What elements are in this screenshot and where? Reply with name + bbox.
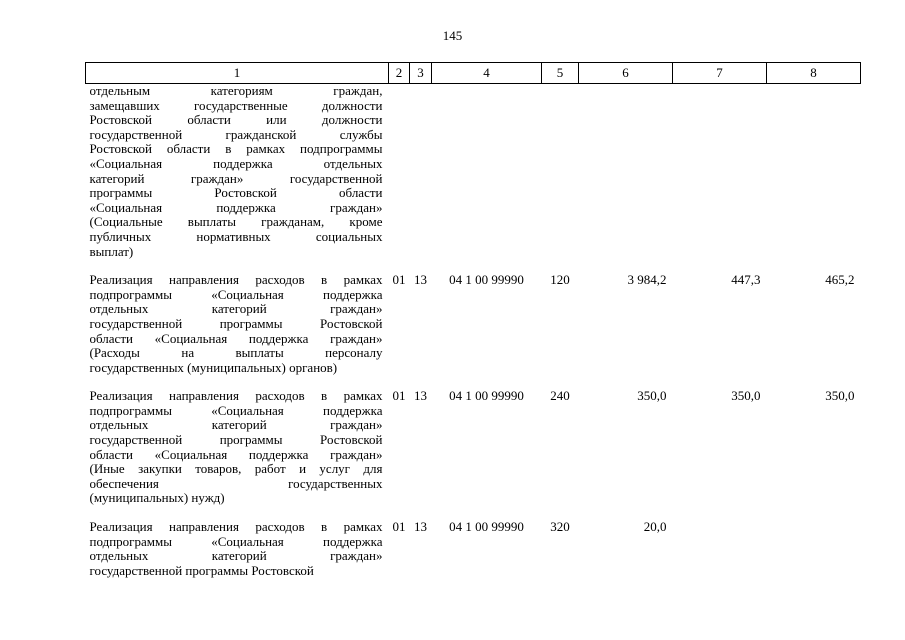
amount-year1-cell: 3 984,2 [627,272,667,288]
expense-name-cell [86,375,389,506]
column-header: 4 [432,63,542,84]
expense-name-line: обеспечения государственных [89,475,383,491]
expense-name-cell [86,259,389,375]
amount-year3-cell: 465,2 [825,272,855,288]
expense-name-line: (Расходы на выплаты персоналу [89,345,383,361]
expense-name-line: отдельным категориям граждан, [89,83,383,98]
expense-name-line: Реализация направления расходов в рамках [89,519,383,535]
expense-name-line: Реализация направления расходов в рамках [89,272,383,288]
expense-name-cell [86,84,389,260]
expense-name-line: «Социальная поддержка граждан» [89,199,383,215]
expense-name-line: Реализация направления расходов в рамках [89,388,383,404]
section-code-cell: 01 [392,272,406,288]
amount-year2-cell: 350,0 [731,388,761,404]
target-article-cell: 04 1 00 99990 [449,272,524,288]
target-article-cell [432,84,542,260]
expense-name-line: замещавших государственные должности [89,97,383,113]
table-header [86,63,861,84]
column-header: 8 [767,63,861,84]
expense-name-line: «Социальная поддержка отдельных [89,155,383,171]
expense-type-cell: 120 [550,272,570,288]
expense-name-line: (Иные закупки товаров, работ и услуг для [89,461,383,477]
expense-type-cell: 320 [550,519,570,535]
amount-year1-cell: 20,0 [643,519,667,535]
expense-name-line: государственной программы Ростовской [89,315,383,331]
column-header: 1 [86,63,389,84]
table-row [86,506,861,578]
table-row [86,259,861,375]
target-article-cell: 04 1 00 99990 [449,388,524,404]
amount-year3-cell: 350,0 [825,388,855,404]
column-header: 3 [410,63,432,84]
table-body [86,84,861,579]
target-article-cell: 04 1 00 99990 [449,519,524,535]
amount-year2-cell [673,84,767,260]
expense-name-line: государственной гражданской службы [89,126,383,142]
column-header: 6 [579,63,673,84]
expense-name-line: Ростовской области в рамках подпрограммы [89,141,383,157]
expense-name-line: государственной программы Ростовской [89,562,314,578]
column-header: 7 [673,63,767,84]
page-number: 145 [442,28,463,43]
section-code-cell: 01 [392,388,406,404]
expense-name-line: публичных нормативных социальных [89,228,383,244]
expense-name-line: Ростовской области или должности [89,112,383,128]
expense-name-cell [86,506,389,578]
amount-year1-cell: 350,0 [637,388,667,404]
subsection-code-cell: 13 [414,272,427,288]
expense-name-line: государственной программы Ростовской [89,432,383,448]
subsection-code-cell [410,84,432,260]
subsection-code-cell: 13 [414,519,427,535]
amount-year3-cell [767,506,861,578]
expense-name-line: (муниципальных) нужд) [89,490,225,506]
expense-type-cell [542,84,579,260]
amount-year2-cell [673,506,767,578]
expense-name-line: подпрограммы «Социальная поддержка [89,533,383,549]
expense-name-line: отдельных категорий граждан» [89,548,383,564]
expense-name-line: отдельных категорий граждан» [89,417,383,433]
budget-table [85,62,861,578]
section-code-cell [389,84,410,260]
expense-name-line: программы Ростовской области [89,185,383,201]
expense-name-line: области «Социальная поддержка граждан» [89,330,383,346]
amount-year1-cell [579,84,673,260]
table-row [86,375,861,506]
expense-type-cell: 240 [550,388,570,404]
expense-name-line: области «Социальная поддержка граждан» [89,446,383,462]
amount-year2-cell: 447,3 [731,272,761,288]
expense-name-line: государственных (муниципальных) органов) [89,359,338,375]
expense-name-line: подпрограммы «Социальная поддержка [89,402,383,418]
section-code-cell: 01 [392,519,406,535]
amount-year3-cell [767,84,861,260]
expense-name-line: категорий граждан» государственной [89,170,383,186]
expense-name-line: подпрограммы «Социальная поддержка [89,286,383,302]
expense-name-line: выплат) [89,243,134,259]
table-row [86,84,861,260]
expense-name-line: отдельных категорий граждан» [89,301,383,317]
column-header: 2 [389,63,410,84]
expense-name-line: (Социальные выплаты гражданам, кроме [89,214,383,230]
subsection-code-cell: 13 [414,388,427,404]
column-header: 5 [542,63,579,84]
